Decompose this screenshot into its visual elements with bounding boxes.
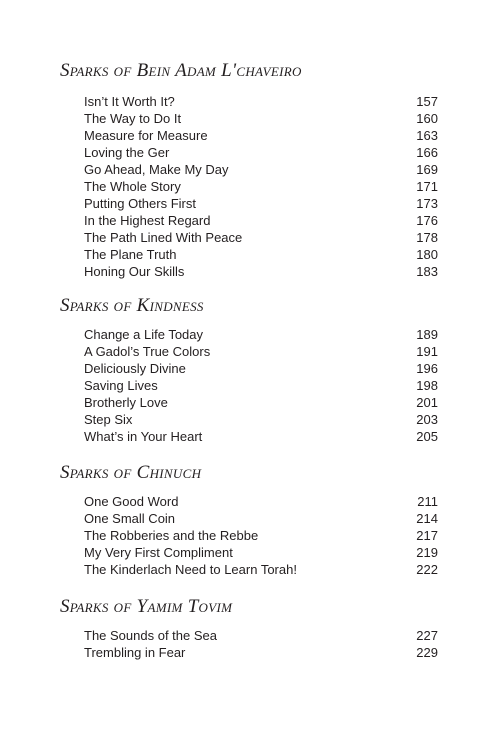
section-title: Sparks of Kindness [60, 295, 204, 316]
entry-title: One Good Word [84, 494, 179, 509]
entry-page-number: 157 [416, 94, 438, 109]
entry-page-number: 222 [416, 562, 438, 577]
entry-page-number: 163 [416, 128, 438, 143]
entry-title: My Very First Compliment [84, 545, 233, 560]
toc-entry [0, 394, 500, 411]
entry-page-number: 227 [416, 628, 438, 643]
toc-entry [0, 127, 500, 144]
entry-page-number: 178 [416, 230, 438, 245]
entry-title: The Way to Do It [84, 111, 182, 126]
entry-title: Go Ahead, Make My Day [84, 162, 229, 177]
entry-title: In the Highest Regard [84, 213, 211, 228]
entry-page-number: 171 [416, 179, 438, 194]
section-title: Sparks of Yamim Tovim [60, 596, 233, 617]
toc-entry [0, 93, 500, 110]
entry-page-number: 166 [416, 145, 438, 160]
entry-page-number: 176 [416, 213, 438, 228]
entry-title: What’s in Your Heart [84, 429, 203, 444]
entry-title: Deliciously Divine [84, 361, 186, 376]
toc-entry [0, 360, 500, 377]
entry-page-number: 203 [416, 412, 438, 427]
entry-title: Change a Life Today [84, 327, 204, 342]
toc-entry [0, 411, 500, 428]
entry-title: The Robberies and the Rebbe [84, 528, 259, 543]
entry-page-number: 211 [417, 494, 438, 509]
entry-title: Saving Lives [84, 378, 158, 393]
entry-title: Loving the Ger [84, 145, 170, 160]
toc-entry [0, 544, 500, 561]
entry-title: Honing Our Skills [84, 264, 185, 279]
entry-title: One Small Coin [84, 511, 176, 526]
entry-page-number: 169 [416, 162, 438, 177]
toc-entry [0, 195, 500, 212]
toc-entry [0, 343, 500, 360]
entry-page-number: 205 [416, 429, 438, 444]
toc-entry [0, 527, 500, 544]
toc-entry [0, 229, 500, 246]
toc-entry [0, 263, 500, 280]
entry-title: The Sounds of the Sea [84, 628, 217, 643]
toc-entry [0, 246, 500, 263]
toc-entry [0, 178, 500, 195]
entry-title: Brotherly Love [84, 395, 168, 410]
entry-page-number: 229 [416, 645, 438, 660]
entry-title: A Gadol’s True Colors [84, 344, 211, 359]
toc-entry [0, 110, 500, 127]
entry-title: The Whole Story [84, 179, 181, 194]
toc-entry [0, 644, 500, 661]
entry-title: Step Six [84, 412, 133, 427]
entry-page-number: 217 [416, 528, 438, 543]
toc-entry [0, 326, 500, 343]
toc-entry [0, 377, 500, 394]
toc-entry [0, 144, 500, 161]
entry-page-number: 214 [416, 511, 438, 526]
entry-page-number: 183 [416, 264, 438, 279]
entry-page-number: 189 [416, 327, 438, 342]
entry-title: Measure for Measure [84, 128, 208, 143]
entry-title: The Path Lined With Peace [84, 230, 243, 245]
entry-page-number: 160 [416, 111, 438, 126]
toc-entry [0, 627, 500, 644]
entry-title: Isn’t It Worth It? [84, 94, 175, 109]
entry-page-number: 201 [416, 395, 438, 410]
entry-page-number: 191 [416, 344, 438, 359]
toc-entry [0, 561, 500, 578]
entry-title: The Plane Truth [84, 247, 177, 262]
entry-page-number: 198 [416, 378, 438, 393]
section-title: Sparks of Bein Adam L'chaveiro [60, 60, 302, 81]
entry-page-number: 173 [416, 196, 438, 211]
entry-title: The Kinderlach Need to Learn Torah! [84, 562, 297, 577]
entry-title: Trembling in Fear [84, 645, 186, 660]
entry-page-number: 196 [416, 361, 438, 376]
toc-entry [0, 510, 500, 527]
toc-entry [0, 428, 500, 445]
entry-page-number: 180 [416, 247, 438, 262]
entry-title: Putting Others First [84, 196, 196, 211]
section-title: Sparks of Chinuch [60, 462, 202, 483]
toc-entry [0, 212, 500, 229]
toc-entry [0, 493, 500, 510]
entry-page-number: 219 [416, 545, 438, 560]
toc-entry [0, 161, 500, 178]
